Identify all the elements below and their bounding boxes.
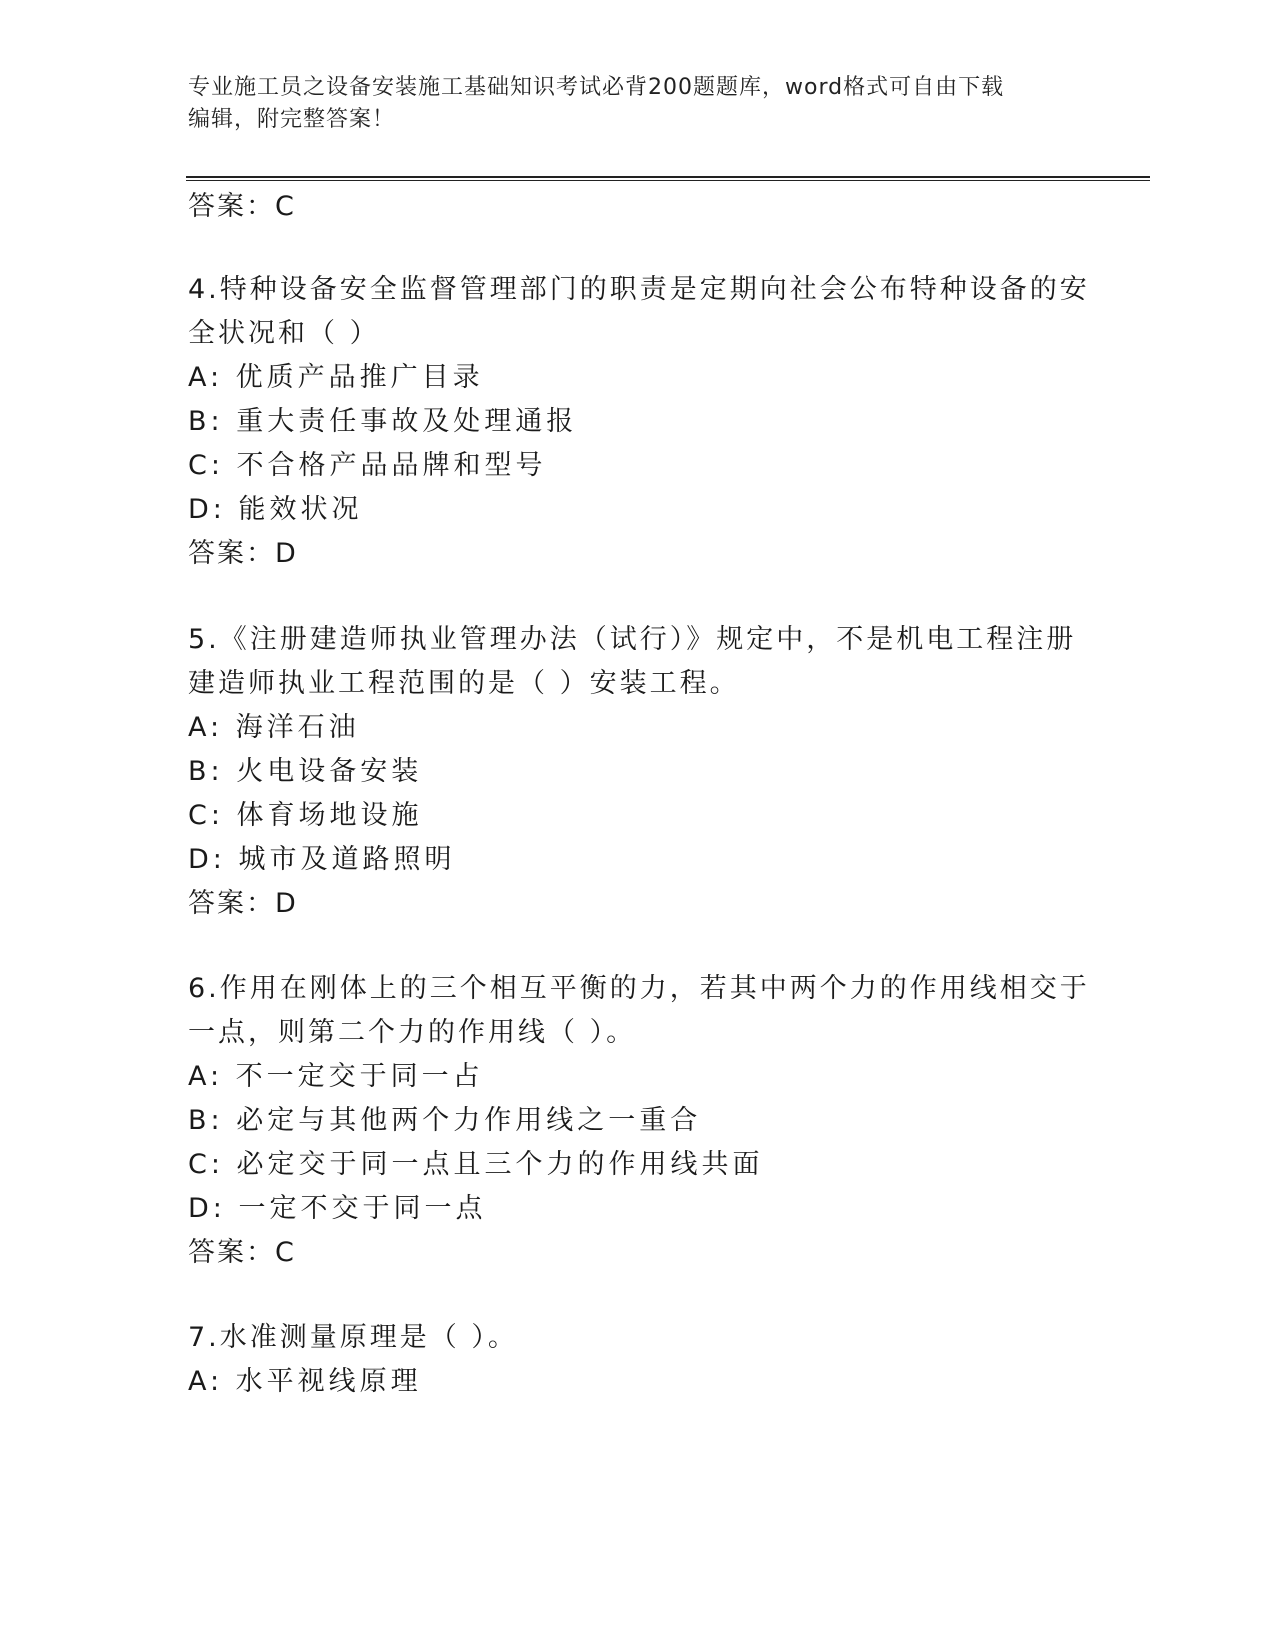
- header-line-2: 编辑，附完整答案！: [188, 107, 396, 132]
- question-5-option-c: C: 体育场地设施: [188, 800, 423, 831]
- answer-q4: 答案：D: [188, 538, 298, 569]
- question-5-option-a: A: 海洋石油: [188, 712, 360, 743]
- question-5-line-1: 5.《注册建造师执业管理办法（试行）》规定中，不是机电工程注册: [188, 624, 1077, 655]
- question-6-line-1: 6.作用在刚体上的三个相互平衡的力，若其中两个力的作用线相交于: [188, 973, 1090, 1004]
- answer-q6: 答案：C: [188, 1237, 296, 1268]
- header-divider: [186, 176, 1150, 181]
- question-4-option-c: C: 不合格产品品牌和型号: [188, 450, 547, 481]
- question-4-line-1: 4.特种设备安全监督管理部门的职责是定期向社会公布特种设备的安: [188, 274, 1090, 305]
- header-line-1: 专业施工员之设备安装施工基础知识考试必背200题题库，word格式可自由下载: [188, 75, 1005, 100]
- question-6-option-c: C: 必定交于同一点且三个力的作用线共面: [188, 1149, 764, 1180]
- question-6-option-a: A: 不一定交于同一占: [188, 1061, 484, 1092]
- question-6-line-2: 一点，则第二个力的作用线（ ）。: [188, 1017, 637, 1048]
- question-6-option-d: D: 一定不交于同一点: [188, 1193, 487, 1224]
- answer-q3: 答案：C: [188, 191, 296, 222]
- page-header: [188, 72, 1068, 136]
- answer-q5: 答案：D: [188, 888, 298, 919]
- question-4-option-d: D: 能效状况: [188, 494, 363, 525]
- question-6-option-b: B: 必定与其他两个力作用线之一重合: [188, 1105, 702, 1136]
- question-4-option-b: B: 重大责任事故及处理通报: [188, 406, 578, 437]
- question-4-line-2: 全状况和（ ）: [188, 318, 380, 349]
- question-5-option-b: B: 火电设备安装: [188, 756, 423, 787]
- question-5-line-2: 建造师执业工程范围的是（ ）安装工程。: [188, 668, 740, 699]
- question-5-option-d: D: 城市及道路照明: [188, 844, 456, 875]
- question-7-option-a: A: 水平视线原理: [188, 1366, 422, 1397]
- question-7-line-1: 7.水准测量原理是（ ）。: [188, 1322, 518, 1353]
- question-4-option-a: A: 优质产品推广目录: [188, 362, 484, 393]
